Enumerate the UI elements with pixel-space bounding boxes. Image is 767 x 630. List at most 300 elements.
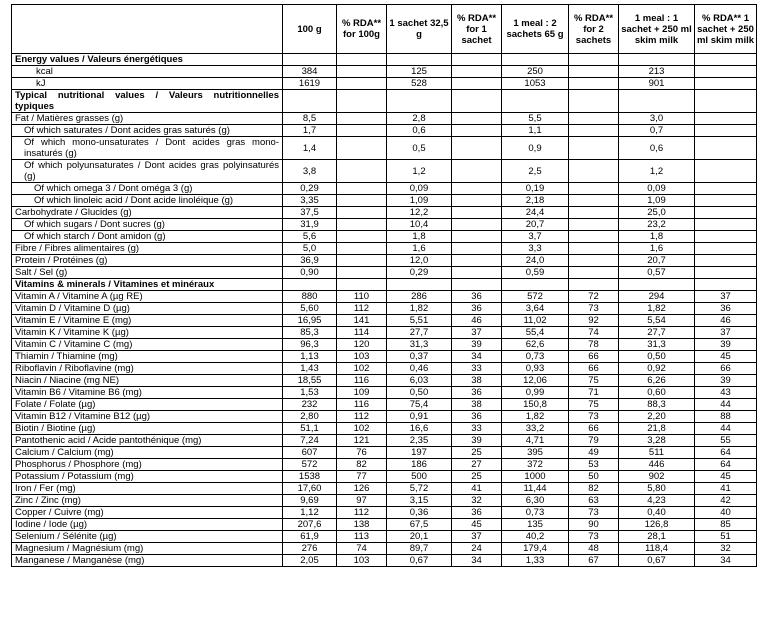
table-cell: 31,3	[387, 339, 452, 351]
table-cell	[569, 255, 619, 267]
table-cell: 3,3	[502, 243, 569, 255]
table-row	[12, 207, 757, 219]
table-cell: 126,8	[619, 519, 695, 531]
table-cell: 4,23	[619, 495, 695, 507]
table-cell: 34	[452, 351, 502, 363]
table-cell: 0,73	[502, 507, 569, 519]
row-label: Manganese / Manganèse (mg)	[12, 555, 283, 567]
table-row	[12, 231, 757, 243]
table-row	[12, 519, 757, 531]
table-cell: 42	[695, 495, 757, 507]
table-cell: 1,43	[283, 363, 337, 375]
table-cell: 20,7	[619, 255, 695, 267]
table-cell: 3,15	[387, 495, 452, 507]
table-cell: 112	[337, 411, 387, 423]
header-sachet-milk: 1 meal : 1 sachet + 250 ml skim milk	[619, 5, 695, 54]
table-cell	[452, 113, 502, 125]
table-cell	[337, 90, 387, 113]
table-cell	[337, 54, 387, 66]
table-cell	[695, 160, 757, 183]
table-cell	[695, 113, 757, 125]
table-row	[12, 291, 757, 303]
table-cell: 5,6	[283, 231, 337, 243]
table-row	[12, 195, 757, 207]
table-cell: 118,4	[619, 543, 695, 555]
table-row	[12, 483, 757, 495]
table-cell	[452, 279, 502, 291]
table-cell	[695, 90, 757, 113]
table-cell: 3,7	[502, 231, 569, 243]
table-cell: 36	[452, 291, 502, 303]
table-row	[12, 375, 757, 387]
table-cell	[452, 78, 502, 90]
table-cell: 31,3	[619, 339, 695, 351]
table-cell: 186	[387, 459, 452, 471]
table-cell: 12,0	[387, 255, 452, 267]
table-cell: 5,60	[283, 303, 337, 315]
table-cell: 75	[569, 399, 619, 411]
table-row	[12, 160, 757, 183]
table-cell: 41	[452, 483, 502, 495]
table-cell: 607	[283, 447, 337, 459]
table-cell: 18,55	[283, 375, 337, 387]
table-cell: 77	[337, 471, 387, 483]
table-cell: 0,46	[387, 363, 452, 375]
table-cell: 27,7	[387, 327, 452, 339]
row-label: Of which linoleic acid / Dont acide linoléique (g)	[12, 195, 283, 207]
table-cell	[452, 231, 502, 243]
table-cell: 34	[452, 555, 502, 567]
table-cell: 37	[695, 291, 757, 303]
table-row	[12, 303, 757, 315]
table-cell: 197	[387, 447, 452, 459]
table-cell: 0,6	[387, 125, 452, 137]
table-cell: 40	[695, 507, 757, 519]
table-cell: 113	[337, 531, 387, 543]
table-cell: 38	[452, 399, 502, 411]
table-cell: 11,44	[502, 483, 569, 495]
table-cell: 3,0	[619, 113, 695, 125]
table-cell: 40,2	[502, 531, 569, 543]
table-cell: 1,82	[619, 303, 695, 315]
table-cell	[695, 54, 757, 66]
table-cell: 1,53	[283, 387, 337, 399]
table-row	[12, 315, 757, 327]
row-label: Fibre / Fibres alimentaires (g)	[12, 243, 283, 255]
row-label: Salt / Sel (g)	[12, 267, 283, 279]
row-label: Thiamin / Thiamine (mg)	[12, 351, 283, 363]
table-cell: 64	[695, 459, 757, 471]
table-cell: 45	[452, 519, 502, 531]
row-label: Iodine / Iode (µg)	[12, 519, 283, 531]
table-cell: 1000	[502, 471, 569, 483]
table-cell: 78	[569, 339, 619, 351]
table-cell: 6,30	[502, 495, 569, 507]
row-label: Zinc / Zinc (mg)	[12, 495, 283, 507]
table-cell: 2,8	[387, 113, 452, 125]
table-cell: 46	[452, 315, 502, 327]
table-cell: 1,09	[619, 195, 695, 207]
table-cell: 141	[337, 315, 387, 327]
row-label: Copper / Cuivre (mg)	[12, 507, 283, 519]
table-cell: 50	[569, 471, 619, 483]
table-cell: 67	[569, 555, 619, 567]
row-label: Vitamin B12 / Vitamine B12 (µg)	[12, 411, 283, 423]
table-cell: 250	[502, 66, 569, 78]
table-cell: 12,2	[387, 207, 452, 219]
table-cell: 53	[569, 459, 619, 471]
table-row	[12, 351, 757, 363]
table-cell: 384	[283, 66, 337, 78]
table-cell: 213	[619, 66, 695, 78]
header-row	[12, 5, 757, 54]
table-cell: 41	[695, 483, 757, 495]
table-cell	[695, 137, 757, 160]
table-row	[12, 66, 757, 78]
row-label: Pantothenic acid / Acide pantothénique (mg)	[12, 435, 283, 447]
table-cell: 36	[452, 507, 502, 519]
table-cell: 20,1	[387, 531, 452, 543]
table-row	[12, 219, 757, 231]
table-cell	[502, 90, 569, 113]
table-cell	[569, 113, 619, 125]
table-cell	[452, 125, 502, 137]
table-cell: 1619	[283, 78, 337, 90]
table-cell: 7,24	[283, 435, 337, 447]
table-cell: 36,9	[283, 255, 337, 267]
table-cell: 64	[695, 447, 757, 459]
row-label: Of which sugars / Dont sucres (g)	[12, 219, 283, 231]
table-row	[12, 183, 757, 195]
table-cell: 3,8	[283, 160, 337, 183]
table-row	[12, 267, 757, 279]
table-cell: 3,64	[502, 303, 569, 315]
table-cell: 92	[569, 315, 619, 327]
table-cell: 6,03	[387, 375, 452, 387]
table-cell	[569, 207, 619, 219]
table-row	[12, 327, 757, 339]
table-cell: 112	[337, 507, 387, 519]
table-cell: 38	[452, 375, 502, 387]
row-label: Energy values / Valeurs énergétiques	[12, 54, 283, 66]
table-cell: 89,7	[387, 543, 452, 555]
table-cell: 1,4	[283, 137, 337, 160]
table-cell: 5,80	[619, 483, 695, 495]
table-cell: 901	[619, 78, 695, 90]
table-cell: 45	[695, 471, 757, 483]
row-label: Fat / Matières grasses (g)	[12, 113, 283, 125]
table-cell: 36	[452, 303, 502, 315]
table-cell: 0,67	[619, 555, 695, 567]
table-cell	[337, 207, 387, 219]
table-cell	[619, 90, 695, 113]
table-cell: 4,71	[502, 435, 569, 447]
table-cell: 63	[569, 495, 619, 507]
table-cell	[337, 219, 387, 231]
table-cell: 27	[452, 459, 502, 471]
row-label: Typical nutritional values / Valeurs nutritionnelles typiques	[12, 90, 283, 113]
table-cell: 33	[452, 363, 502, 375]
table-cell	[695, 243, 757, 255]
table-cell: 37	[695, 327, 757, 339]
table-cell: 0,50	[619, 351, 695, 363]
table-cell: 0,6	[619, 137, 695, 160]
table-row	[12, 113, 757, 125]
table-cell	[695, 195, 757, 207]
table-cell	[502, 279, 569, 291]
table-cell: 2,18	[502, 195, 569, 207]
table-cell: 0,36	[387, 507, 452, 519]
table-cell: 73	[569, 531, 619, 543]
table-row	[12, 447, 757, 459]
table-cell	[452, 183, 502, 195]
table-cell: 1,2	[619, 160, 695, 183]
nutrition-table	[11, 4, 757, 567]
table-cell	[569, 160, 619, 183]
table-cell: 23,2	[619, 219, 695, 231]
table-cell: 5,5	[502, 113, 569, 125]
table-cell	[452, 160, 502, 183]
table-cell: 880	[283, 291, 337, 303]
table-cell: 79	[569, 435, 619, 447]
table-cell: 0,59	[502, 267, 569, 279]
row-label: Vitamin E / Vitamine E (mg)	[12, 315, 283, 327]
table-cell: 1,6	[619, 243, 695, 255]
table-cell: 276	[283, 543, 337, 555]
row-label: Of which polyunsaturates / Dont acides gras polyinsaturés (g)	[12, 160, 283, 183]
table-cell: 39	[452, 435, 502, 447]
table-cell	[337, 183, 387, 195]
table-cell: 24	[452, 543, 502, 555]
row-label: Phosphorus / Phosphore (mg)	[12, 459, 283, 471]
table-cell	[569, 54, 619, 66]
table-cell: 3,28	[619, 435, 695, 447]
nutrition-table-container	[11, 4, 756, 567]
table-cell	[337, 255, 387, 267]
row-label: Folate / Folate (µg)	[12, 399, 283, 411]
table-cell: 66	[695, 363, 757, 375]
table-cell: 572	[502, 291, 569, 303]
table-cell: 0,29	[387, 267, 452, 279]
table-cell: 90	[569, 519, 619, 531]
table-cell	[452, 90, 502, 113]
table-row	[12, 78, 757, 90]
table-cell: 1,1	[502, 125, 569, 137]
table-cell: 82	[569, 483, 619, 495]
table-cell	[695, 255, 757, 267]
table-row	[12, 411, 757, 423]
table-cell: 207,6	[283, 519, 337, 531]
header-1-sachet: 1 sachet 32,5 g	[387, 5, 452, 54]
table-cell: 0,92	[619, 363, 695, 375]
table-cell: 67,5	[387, 519, 452, 531]
table-row	[12, 399, 757, 411]
table-cell: 32	[452, 495, 502, 507]
table-cell: 286	[387, 291, 452, 303]
table-cell: 1,82	[502, 411, 569, 423]
nutrition-table-body	[12, 54, 757, 567]
table-cell: 39	[695, 339, 757, 351]
table-cell: 45	[695, 351, 757, 363]
table-cell	[695, 267, 757, 279]
table-cell: 1538	[283, 471, 337, 483]
table-cell: 74	[569, 327, 619, 339]
table-cell: 17,60	[283, 483, 337, 495]
table-cell: 0,29	[283, 183, 337, 195]
table-cell: 48	[569, 543, 619, 555]
table-cell: 55	[695, 435, 757, 447]
table-cell: 73	[569, 507, 619, 519]
row-label: Vitamin A / Vitamine A (µg RE)	[12, 291, 283, 303]
table-cell: 2,5	[502, 160, 569, 183]
table-cell: 0,40	[619, 507, 695, 519]
row-label: Carbohydrate / Glucides (g)	[12, 207, 283, 219]
table-cell: 51	[695, 531, 757, 543]
table-cell: 9,69	[283, 495, 337, 507]
table-cell: 126	[337, 483, 387, 495]
table-cell: 109	[337, 387, 387, 399]
table-cell: 6,26	[619, 375, 695, 387]
table-cell	[569, 231, 619, 243]
table-cell	[619, 54, 695, 66]
table-cell	[569, 66, 619, 78]
row-label: Protein / Protéines (g)	[12, 255, 283, 267]
table-cell: 85,3	[283, 327, 337, 339]
row-label: Of which starch / Dont amidon (g)	[12, 231, 283, 243]
table-cell: 39	[695, 375, 757, 387]
table-cell	[569, 243, 619, 255]
table-cell: 528	[387, 78, 452, 90]
table-row	[12, 90, 757, 113]
table-cell: 0,60	[619, 387, 695, 399]
table-row	[12, 507, 757, 519]
row-label: Of which saturates / Dont acides gras saturés (g)	[12, 125, 283, 137]
table-cell: 0,50	[387, 387, 452, 399]
table-cell	[569, 279, 619, 291]
table-cell	[569, 195, 619, 207]
row-label: Selenium / Sélénite (µg)	[12, 531, 283, 543]
table-cell	[452, 219, 502, 231]
row-label: Vitamin D / Vitamine D (µg)	[12, 303, 283, 315]
table-cell	[569, 183, 619, 195]
table-cell: 0,93	[502, 363, 569, 375]
table-cell: 2,80	[283, 411, 337, 423]
table-row	[12, 255, 757, 267]
table-cell: 2,05	[283, 555, 337, 567]
table-cell	[337, 137, 387, 160]
table-cell	[387, 279, 452, 291]
table-cell: 75,4	[387, 399, 452, 411]
table-cell	[452, 267, 502, 279]
table-cell	[619, 279, 695, 291]
table-cell: 62,6	[502, 339, 569, 351]
table-cell: 25,0	[619, 207, 695, 219]
table-cell	[452, 54, 502, 66]
header-2-sachets: 1 meal : 2 sachets 65 g	[502, 5, 569, 54]
table-cell	[337, 125, 387, 137]
table-cell	[695, 66, 757, 78]
table-cell	[283, 279, 337, 291]
row-label: Vitamin K / Vitamine K (µg)	[12, 327, 283, 339]
table-cell: 116	[337, 399, 387, 411]
table-cell	[283, 90, 337, 113]
table-cell	[569, 90, 619, 113]
table-cell	[695, 183, 757, 195]
table-cell	[337, 78, 387, 90]
table-cell: 46	[695, 315, 757, 327]
table-cell	[337, 160, 387, 183]
table-row	[12, 387, 757, 399]
table-cell: 446	[619, 459, 695, 471]
table-cell: 102	[337, 363, 387, 375]
table-row	[12, 495, 757, 507]
table-cell: 1,33	[502, 555, 569, 567]
table-row	[12, 243, 757, 255]
table-cell	[337, 66, 387, 78]
table-cell: 97	[337, 495, 387, 507]
table-cell: 1,8	[619, 231, 695, 243]
table-cell: 1,2	[387, 160, 452, 183]
table-cell: 0,73	[502, 351, 569, 363]
table-cell: 1053	[502, 78, 569, 90]
table-cell: 49	[569, 447, 619, 459]
table-cell: 31,9	[283, 219, 337, 231]
table-cell: 2,20	[619, 411, 695, 423]
table-cell: 1,82	[387, 303, 452, 315]
table-cell: 76	[337, 447, 387, 459]
table-cell: 34	[695, 555, 757, 567]
table-cell: 0,91	[387, 411, 452, 423]
table-cell: 73	[569, 411, 619, 423]
row-label: Riboflavin / Riboflavine (mg)	[12, 363, 283, 375]
table-row	[12, 435, 757, 447]
table-cell: 138	[337, 519, 387, 531]
table-cell	[695, 231, 757, 243]
table-cell: 395	[502, 447, 569, 459]
table-cell	[695, 279, 757, 291]
table-cell: 121	[337, 435, 387, 447]
table-cell: 103	[337, 555, 387, 567]
table-cell: 0,5	[387, 137, 452, 160]
table-cell	[569, 267, 619, 279]
table-row	[12, 543, 757, 555]
table-cell	[337, 195, 387, 207]
table-cell: 179,4	[502, 543, 569, 555]
table-cell: 150,8	[502, 399, 569, 411]
table-cell: 572	[283, 459, 337, 471]
table-cell: 135	[502, 519, 569, 531]
table-cell: 36	[452, 411, 502, 423]
table-cell: 114	[337, 327, 387, 339]
table-cell: 44	[695, 423, 757, 435]
table-cell: 74	[337, 543, 387, 555]
table-cell	[452, 137, 502, 160]
table-cell	[569, 78, 619, 90]
table-cell: 5,72	[387, 483, 452, 495]
row-label: Niacin / Niacine (mg NE)	[12, 375, 283, 387]
table-cell: 0,7	[619, 125, 695, 137]
table-cell: 0,9	[502, 137, 569, 160]
table-cell	[569, 219, 619, 231]
table-cell: 28,1	[619, 531, 695, 543]
table-cell: 5,0	[283, 243, 337, 255]
table-cell: 36	[695, 303, 757, 315]
table-cell: 294	[619, 291, 695, 303]
table-cell: 1,6	[387, 243, 452, 255]
table-cell: 1,8	[387, 231, 452, 243]
row-label: Of which mono-unsaturates / Dont acides gras mono-insaturés (g)	[12, 137, 283, 160]
table-cell: 37,5	[283, 207, 337, 219]
